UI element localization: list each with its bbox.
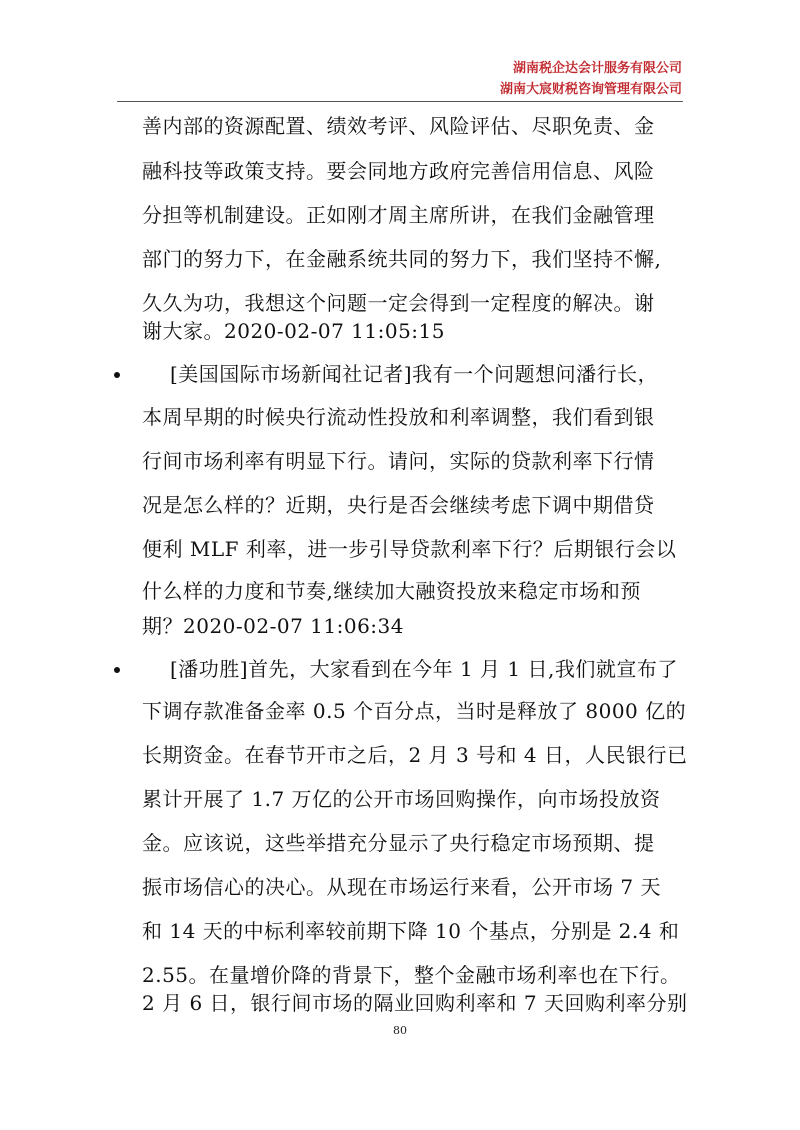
text-line: 分担等机制建设。正如刚才周主席所讲，在我们金融管理 <box>142 203 655 227</box>
text-line: 长期资金。在春节开市之后，2 月 3 号和 4 日，人民银行已 <box>142 743 688 767</box>
text-line: 2 月 6 日，银行间市场的隔业回购利率和 7 天回购利率分别 <box>142 991 688 1015</box>
text-line: 期？2020-02-07 11:06:34 <box>142 614 404 638</box>
text-line: 谢大家。2020-02-07 11:05:15 <box>142 319 445 343</box>
text-line: 部门的努力下，在金融系统共同的努力下，我们坚持不懈, <box>142 247 662 271</box>
text-line: 和 14 天的中标利率较前期下降 10 个基点，分别是 2.4 和 <box>142 919 680 943</box>
page-header <box>500 58 682 100</box>
text-line: [美国国际市场新闻社记者]我有一个问题想问潘行长， <box>170 362 659 386</box>
text-line: 累计开展了 1.7 万亿的公开市场回购操作，向市场投放资 <box>142 787 661 811</box>
text-line: 况是怎么样的？近期，央行是否会继续考虑下调中期借贷 <box>142 493 655 517</box>
text-line: 融科技等政策支持。要会同地方政府完善信用信息、风险 <box>142 159 655 183</box>
bullet-icon <box>114 667 120 673</box>
page-number: 80 <box>393 1024 407 1037</box>
header-company-2: 湖南大宸财税咨询管理有限公司 <box>499 82 682 97</box>
text-line: 便利 MLF 利率，进一步引导贷款利率下行？后期银行会以 <box>142 537 677 561</box>
text-line: 振市场信心的决心。从现在市场运行来看，公开市场 7 天 <box>142 875 661 899</box>
text-line: 2.55。在量增价降的背景下，整个金融市场利率也在下行。 <box>142 963 681 987</box>
text-line: 本周早期的时候央行流动性投放和利率调整，我们看到银 <box>142 405 655 429</box>
header-company-1: 湖南税企达会计服务有限公司 <box>512 61 682 76</box>
text-line: 什么样的力度和节奏,继续加大融资投放来稳定市场和预 <box>142 579 641 603</box>
bullet-icon <box>114 372 120 378</box>
text-line: 善内部的资源配置、绩效考评、风险评估、尽职免责、金 <box>142 114 655 138</box>
text-line: 下调存款准备金率 0.5 个百分点，当时是释放了 8000 亿的 <box>142 699 687 723</box>
text-line: [潘功胜]首先，大家看到在今年 1 月 1 日,我们就宣布了 <box>170 657 678 681</box>
text-line: 久久为功，我想这个问题一定会得到一定程度的解决。谢 <box>142 291 655 315</box>
text-line: 金。应该说，这些举措充分显示了央行稳定市场预期、提 <box>142 831 655 855</box>
text-line: 行间市场利率有明显下行。请问，实际的贷款利率下行情 <box>142 449 655 473</box>
header-divider <box>117 101 683 102</box>
